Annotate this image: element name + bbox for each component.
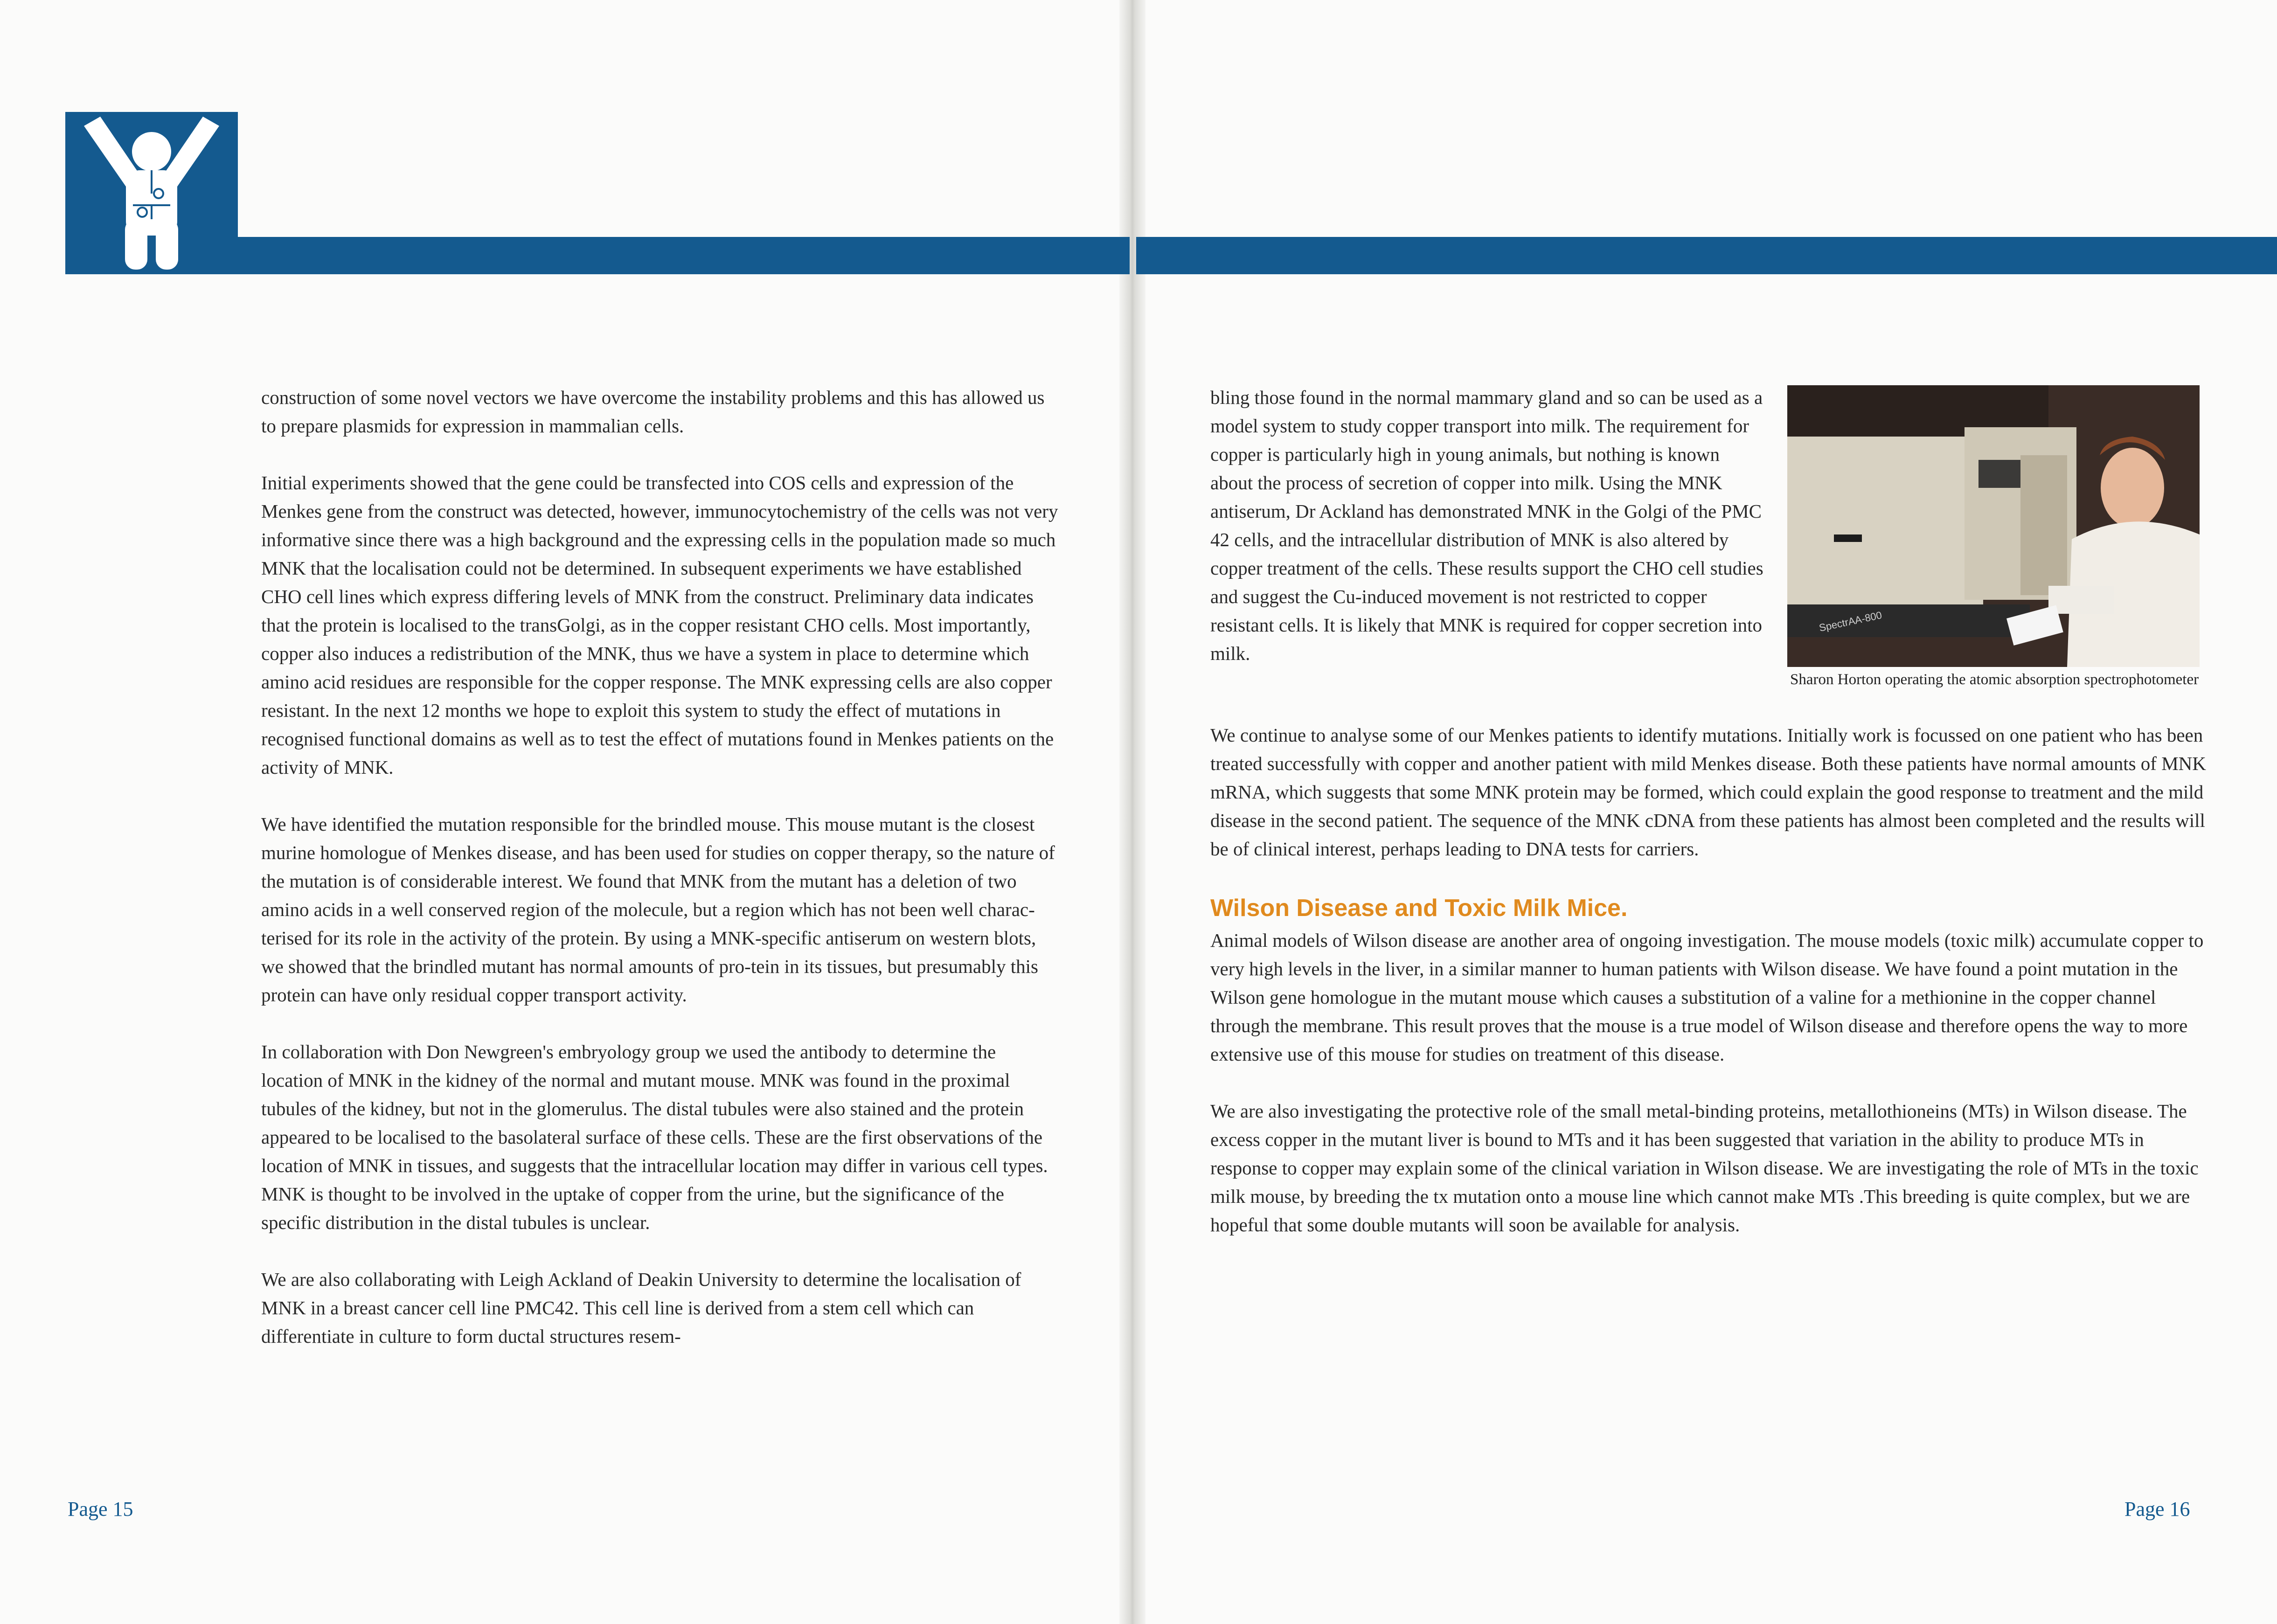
page-number-left: Page 15 (68, 1498, 133, 1520)
continuation-paragraph: We continue to analyse some of our Menkes patients to identify mutations. Initially work is focussed on one patient who has been treated successfully with copper and another patient with mild Menkes disease. Both these patients have normal amounts of MNK mRNA, which suggests that some MNK protein may be formed, which could explain the good response to treatment and the mild disease in the second patient. The sequence of the MNK cDNA from these patients has almost been completed and the results will be of clinical interest, perhaps leading to DNA tests for carriers. (1210, 724, 2206, 860)
child-figure-puzzle-icon (65, 112, 238, 274)
left-page-body (261, 383, 1059, 1351)
left-paragraph: In collaboration with Don Newgreen's embryology group we used the antibody to determine the location of MNK in the kidney of the normal and mutant mouse. MNK was found in the proximal tubules of the kidney, but not in the glomerulus. The distal tubules were also stained and the protein appeared to be localised to the basolateral surface of these cells. These are the first observations of the location of MNK in tissues, and suggests that the intracellular location may differ in various cell types. MNK is thought to be involved in the uptake of copper from the urine, but the significance of the specific distribution in the distal tubules is unclear. (261, 1041, 1048, 1233)
instrument-label: SpectrAA-800 (1818, 609, 1883, 634)
left-paragraph: We have identified the mutation responsible for the brindled mouse. This mouse mutant is the closest murine homologue of Menkes disease, and has been used for studies on copper therapy, so the nature of the mutation is of considerable interest. We found that MNK from the mutant has a deletion of two amino acids in a well conserved region of the molecule, but a region which has not been well charac-terised for its role in the activity of the protein. By using a MNK-specific antiserum on western blots, we showed that the brindled mutant has normal amounts of pro-tein in its tissues, but presumably this protein can have only residual copper transport activity. (261, 813, 1055, 1006)
header-band-right (1136, 237, 2277, 274)
photo-caption: Sharon Horton operating the atomic absorption spectrophotometer (1790, 671, 2199, 688)
spectrophotometer-photo (1787, 385, 2200, 667)
left-paragraph: Initial experiments showed that the gene could be transfected into COS cells and expression of the Menkes gene from the construct was detected, however, immunocytochemistry of the cells was not very informative since there was a high background and the expressing cells in the population made so much MNK that the localisation could not be determined. In subsequent experiments we have established CHO cell lines which express differing levels of MNK from the construct. Preliminary data indicates that the protein is localised to the transGolgi, as in the copper resistant CHO cells. Most importantly, copper also induces a redistribution of the MNK, thus we have a system in place to determine which amino acid residues are responsible for the copper response. The MNK expressing cells are also copper resistant. In the next 12 months we hope to exploit this system to study the effect of mutations in recognised functional domains as well as to test the effect of mutations found in Menkes patients on the activity of MNK. (261, 472, 1058, 778)
left-paragraph: construction of some novel vectors we have overcome the instability problems and this has allowed us to prepare plasmids for expression in mammalian cells. (261, 387, 1045, 437)
right-page-body (1210, 721, 2208, 1239)
page-number-right: Page 16 (2124, 1498, 2190, 1520)
intro-paragraph: bling those found in the normal mammary gland and so can be used as a model system to study copper transport into milk. The requirement for copper is particularly high in young animals, but nothing is known about the process of secretion of copper into milk. Using the MNK antiserum, Dr Ackland has demonstrated MNK in the Golgi of the PMC 42 cells, and the intracellular distribution of MNK is also altered by copper treatment of the cells. These results support the CHO cell studies and suggest the Cu-induced movement is not restricted to copper resistant cells. It is likely that MNK is required for copper secretion into milk. (1210, 387, 1763, 664)
left-paragraph: We are also collaborating with Leigh Ackland of Deakin University to determine the localisation of MNK in a breast cancer cell line PMC42. This cell line is derived from a stem cell which can differentiate in culture to form ductal structures resem- (261, 1269, 1021, 1347)
right-page-intro (1210, 383, 1765, 668)
section-paragraph: We are also investigating the protective role of the small metal-binding proteins, metallothioneins (MTs) in Wilson disease. The excess copper in the mutant liver is bound to MTs and it has been suggested that variation in the ability to produce MTs in response to copper may explain some of the clinical variation in Wilson disease. We are investigating the role of MTs in the toxic milk mouse, by breeding the tx mutation onto a mouse line which cannot make MTs .This breeding is quite complex, but we are hopeful that some double mutants will soon be available for analysis. (1210, 1100, 2199, 1235)
section-paragraph: Animal models of Wilson disease are another area of ongoing investigation. The mouse models (toxic milk) accumulate copper to very high levels in the liver, in a similar manner to human patients with Wilson disease. We have found a point mutation in the Wilson gene homologue in the mutant mouse which causes a substitution of a valine for a methionine in the copper channel through the membrane. This result proves that the mouse is a true model of Wilson disease and therefore opens the way to more extensive use of this mouse for studies on treatment of this disease. (1210, 930, 2204, 1065)
section-heading: Wilson Disease and Toxic Milk Mice. (1210, 895, 1628, 922)
